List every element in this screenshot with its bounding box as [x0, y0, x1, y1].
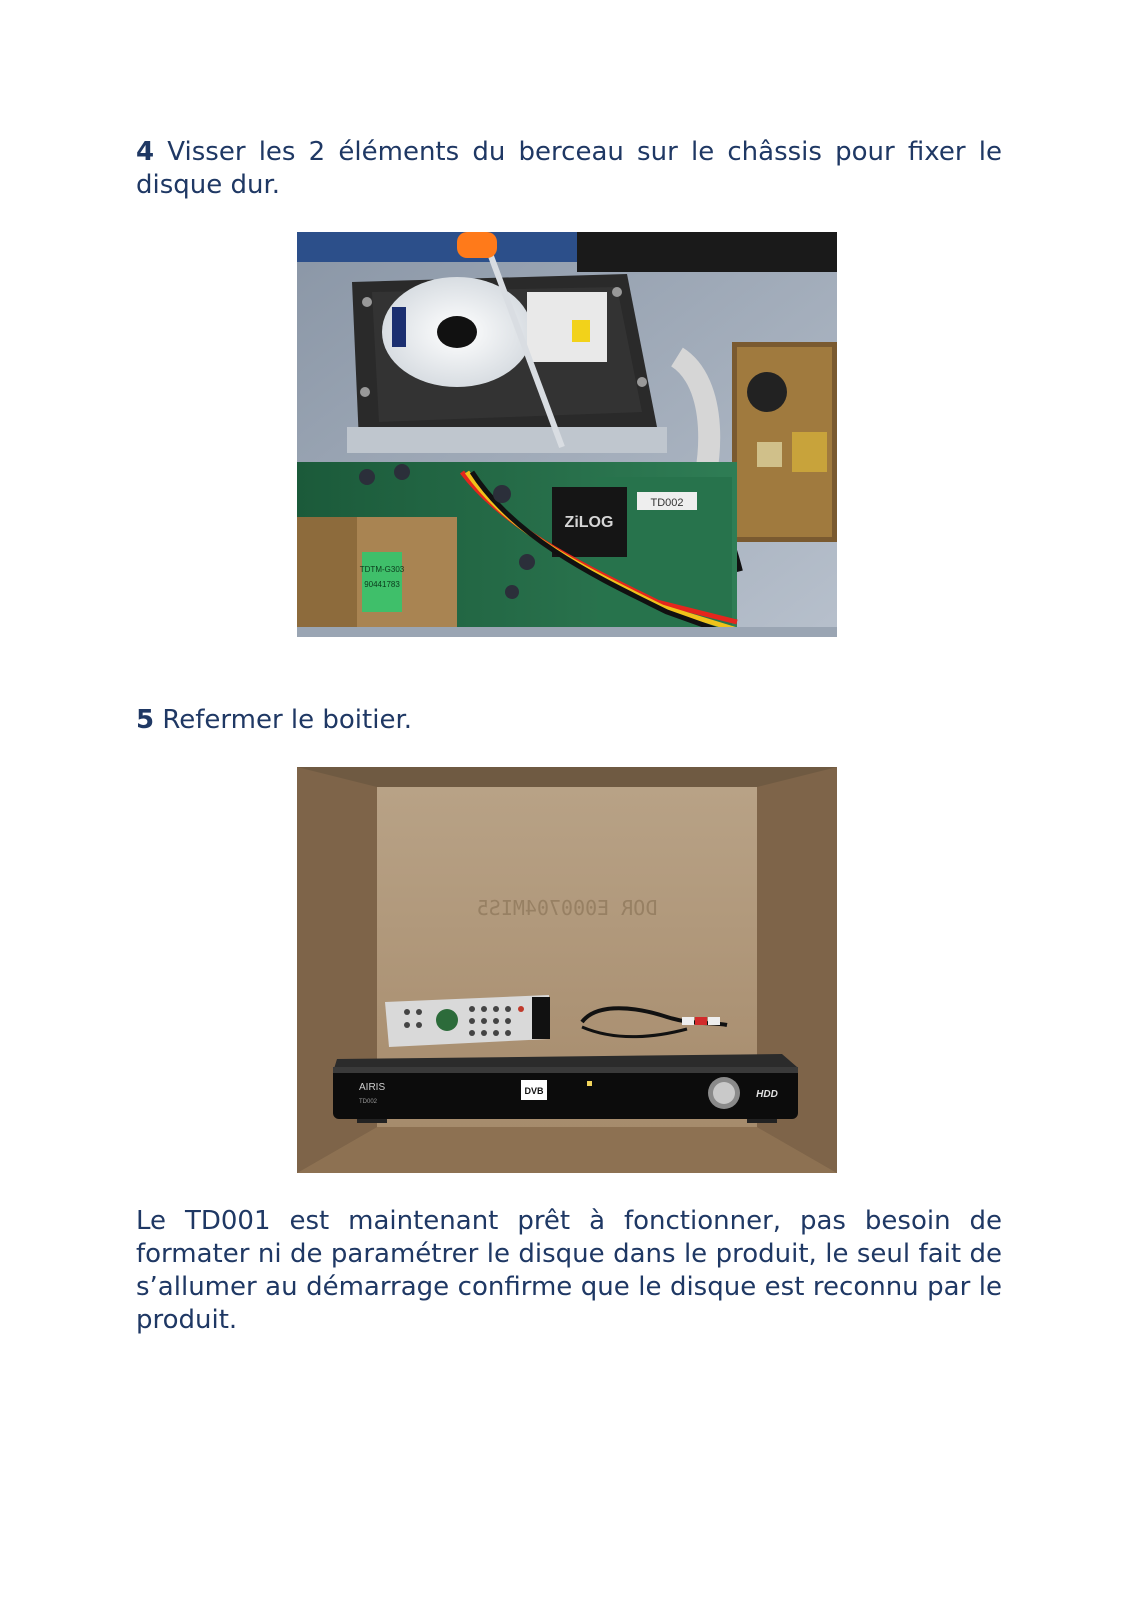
hdd-logo: HDD: [756, 1089, 778, 1100]
closed-receiver-illustration: [297, 767, 837, 1173]
tuner-label-2: 90441783: [364, 580, 400, 589]
hard-drive-installation-illustration: [297, 232, 837, 637]
step-number: 4: [136, 137, 155, 167]
closed-receiver-photo: [297, 767, 837, 1173]
conclusion-paragraph: Le TD001 est maintenant prêt à fonctionner, pas besoin de formater ni de paramétrer le disque dans le produit, le seul fait de s’allumer au démarrage confirme que le disque est reconnu par le produit.: [136, 1206, 1002, 1335]
box-brand: AIRIS: [359, 1082, 386, 1093]
step-text: Refermer le boitier.: [154, 705, 413, 735]
chip-label: ZiLOG: [564, 514, 614, 531]
tuner-label-1: TDTM-G303: [359, 565, 405, 574]
step-5-instruction: [136, 704, 1002, 737]
hard-drive-installation-photo: [297, 232, 837, 637]
step-4-instruction: [136, 136, 1002, 202]
box-model: TD002: [359, 1099, 378, 1105]
drive-label: TD002: [650, 497, 684, 509]
carton-print: DOR E000704MIS5: [476, 896, 658, 920]
step-number: 5: [136, 705, 155, 735]
dvb-logo: DVB: [524, 1086, 544, 1096]
step-text: Visser les 2 éléments du berceau sur le châssis pour fixer le disque dur.: [136, 137, 1002, 200]
